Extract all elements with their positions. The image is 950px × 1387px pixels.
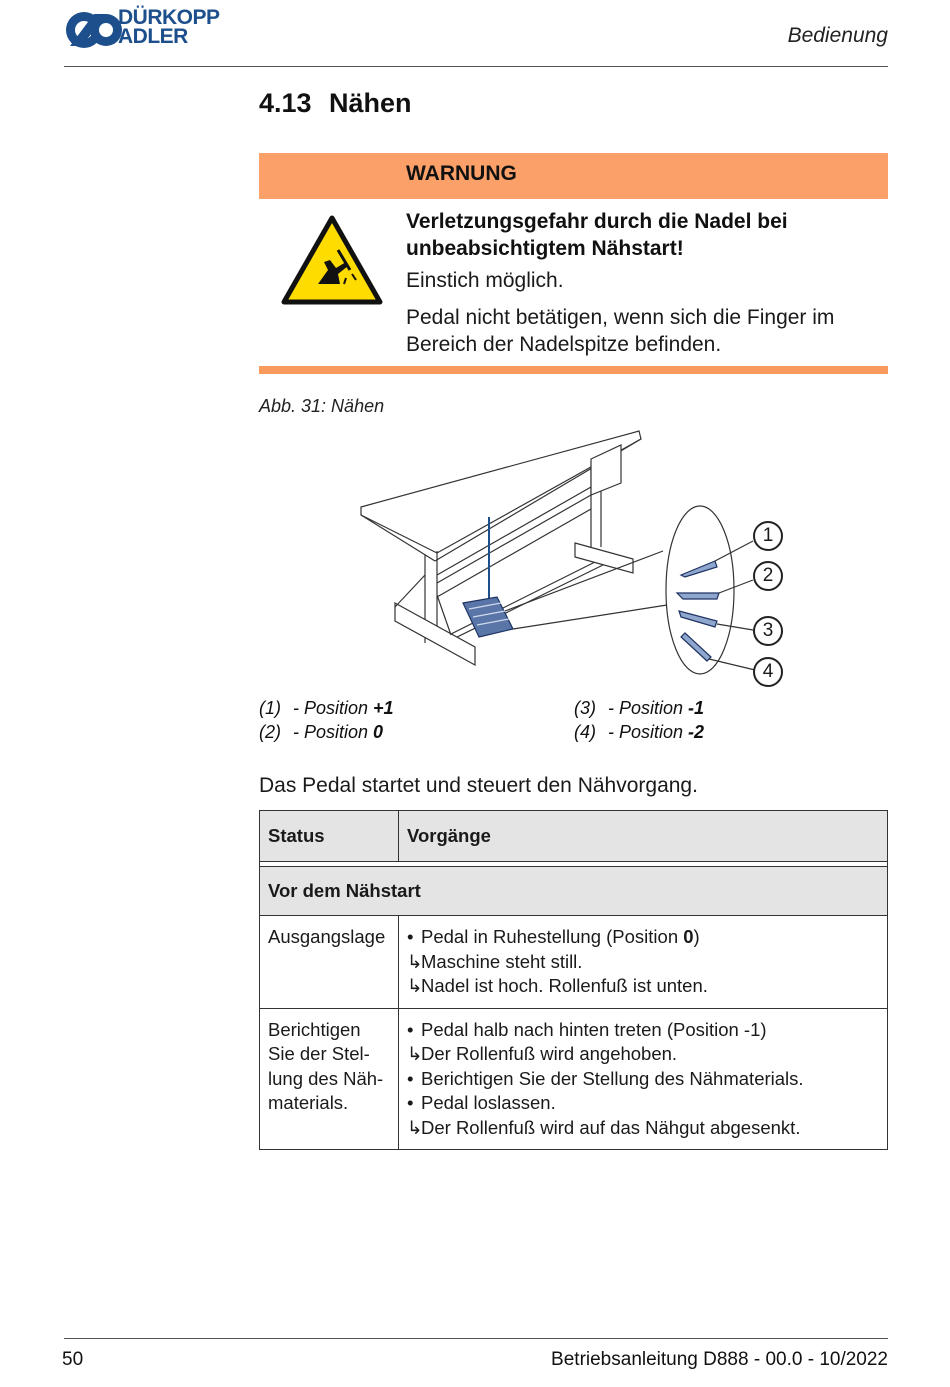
legend-item-1: (1) - Position +1 <box>259 698 394 718</box>
warning-footer-bar <box>259 366 888 374</box>
step-item: • Berichtigen Sie der Stellung des Nähmaterials. <box>407 1067 804 1089</box>
step-item: ↳Nadel ist hoch. Rollenfuß ist unten. <box>407 975 708 996</box>
step-item: ↳Der Rollenfuß wird auf das Nähgut abgesenkt. <box>407 1116 801 1138</box>
document-reference: Betriebsanleitung D888 - 00.0 - 10/2022 <box>551 1349 888 1370</box>
callout-2: 2 <box>753 561 783 591</box>
step-item: • Pedal in Ruhestellung (Position 0) <box>407 926 700 947</box>
callout-1: 1 <box>753 521 783 551</box>
table-row <box>260 1008 888 1150</box>
table-row <box>260 916 888 1009</box>
callout-3: 3 <box>753 616 783 646</box>
step-item: • Pedal loslassen. <box>407 1092 556 1113</box>
header-divider <box>64 66 888 67</box>
row-steps <box>399 916 888 1009</box>
section-heading <box>259 88 412 119</box>
chapter-name: Bedienung <box>787 24 888 47</box>
legend-item-3: (3) - Position -1 <box>574 698 705 718</box>
step-item: • Pedal halb nach hinten treten (Position -1) <box>407 1018 767 1040</box>
row-status: Berichtigen Sie der Stellung des Nähmaterials. <box>260 1008 399 1150</box>
table-group-row <box>260 867 888 916</box>
brand-line-2: ADLER <box>118 25 188 48</box>
step-item: ↳Maschine steht still. <box>407 950 583 972</box>
warning-header-bar <box>259 153 888 199</box>
table-header-row <box>260 811 888 862</box>
warning-text-1: Einstich möglich. <box>406 269 564 292</box>
footer-divider <box>64 1338 888 1339</box>
section-title: Nähen <box>329 88 412 118</box>
intro-text: Das Pedal startet und steuert den Nähvorgang. <box>259 774 698 797</box>
sewing-table-pedal-illustration <box>355 425 795 700</box>
page-number: 50 <box>62 1349 84 1370</box>
warning-label: WARNUNG <box>406 162 517 185</box>
pedal-operation-table <box>259 810 888 1150</box>
row-steps <box>399 1008 888 1150</box>
brand-line-1: DÜRKOPP <box>118 6 220 29</box>
group-label: Vor dem Nähstart <box>260 867 888 916</box>
needle-hazard-icon <box>280 214 384 308</box>
header-steps: Vorgänge <box>399 811 888 862</box>
brand-name <box>118 8 220 46</box>
row-status: Ausgangslage <box>260 916 399 1009</box>
legend-item-4: (4) - Position -2 <box>574 722 705 742</box>
header-status: Status <box>260 811 399 862</box>
section-number: 4.13 <box>259 88 312 118</box>
callout-4: 4 <box>753 657 783 687</box>
warning-heading: Verletzungsgefahr durch die Nadel bei unbeabsichtigtem Nähstart! <box>406 210 788 260</box>
warning-text-2: Pedal nicht betätigen, wenn sich die Finger im Bereich der Nadelspitze befinden. <box>406 306 835 356</box>
figure-caption: Abb. 31: Nähen <box>259 396 385 416</box>
legend-item-2: (2) - Position 0 <box>259 722 384 742</box>
step-item: ↳Der Rollenfuß wird angehoben. <box>407 1043 678 1064</box>
